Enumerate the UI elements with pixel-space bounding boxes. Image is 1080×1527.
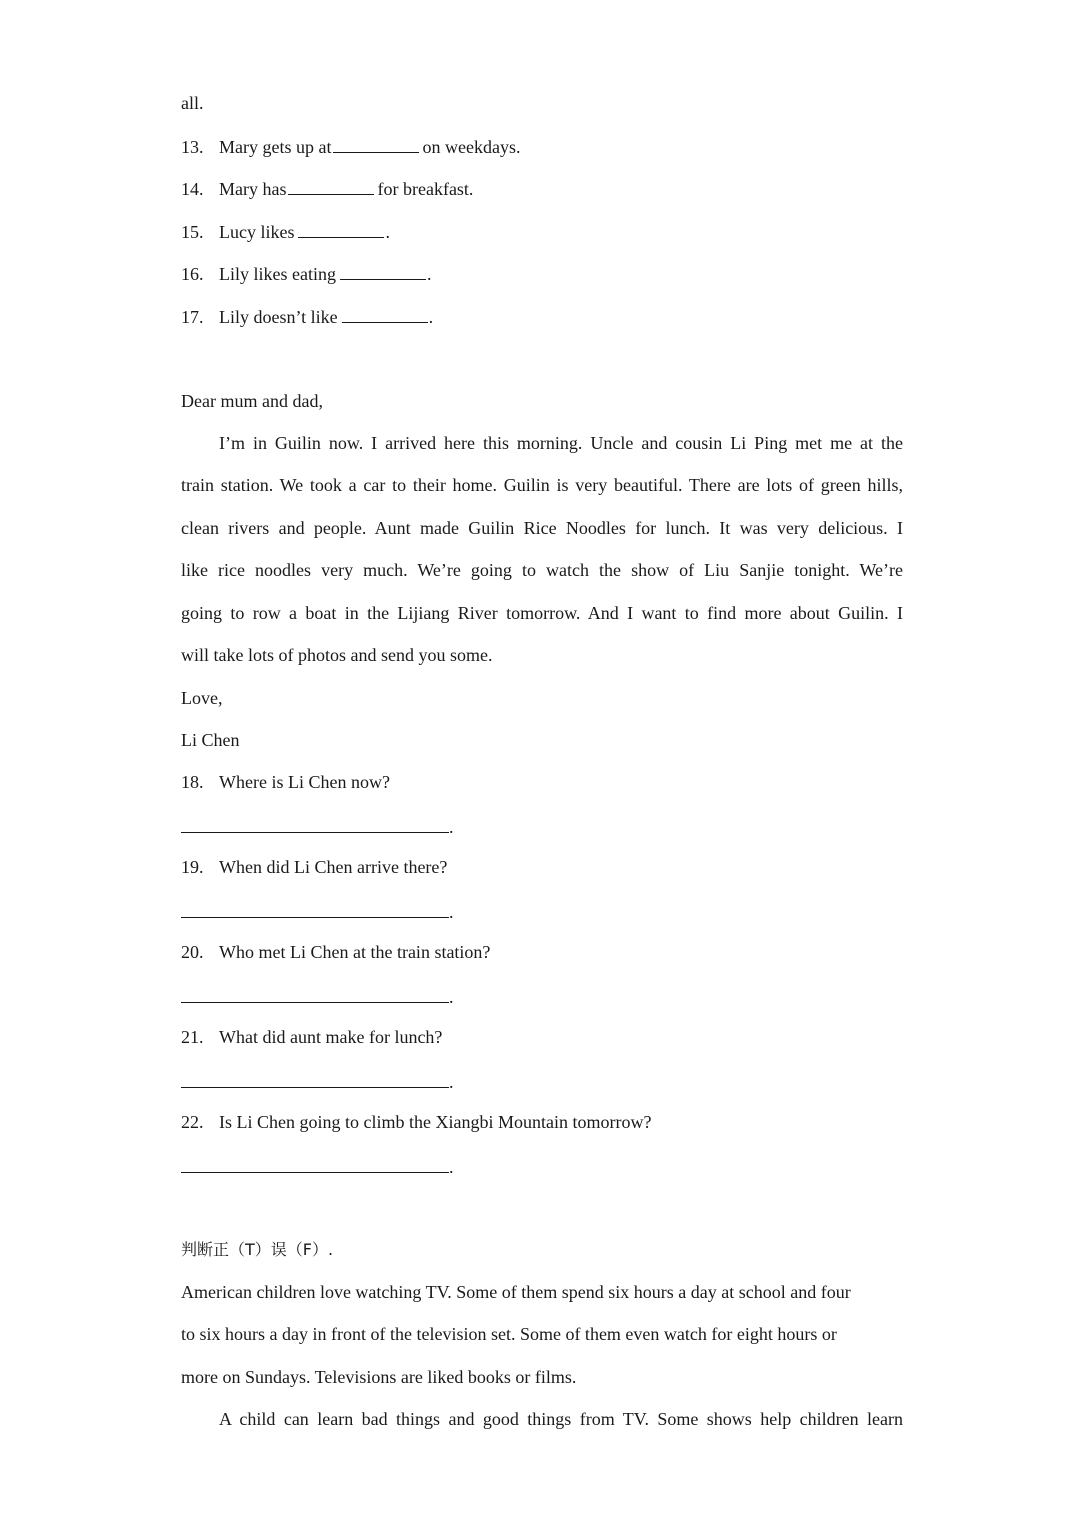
question-text: Lily doesn’t like <box>219 307 338 327</box>
answer-input-line[interactable] <box>181 985 449 1003</box>
question-text: Mary has <box>219 179 287 199</box>
answer-input-line[interactable] <box>181 815 449 833</box>
answer-blank[interactable] <box>288 177 374 195</box>
answer-question-19 <box>181 856 447 878</box>
letter-line: I’m in Guilin now. I arrived here this morning. Uncle and cousin Li Ping met me at the <box>219 433 903 453</box>
question-text-after: . <box>385 222 390 242</box>
fragment-text: all. <box>181 93 204 113</box>
letter-line: clean rivers and people. Aunt made Guilin Rice Noodles for lunch. It was very delicious. I <box>181 518 903 538</box>
passage-line: American children love watching TV. Some of them spend six hours a day at school and four <box>181 1282 851 1302</box>
answer-line-end: . <box>449 1072 454 1092</box>
fill-question-16 <box>181 262 431 285</box>
fill-question-17 <box>181 305 433 328</box>
question-number: 20. <box>181 942 204 962</box>
letter-line: like rice noodles very much. We’re going to watch the show of Liu Sanjie tonight. We’re <box>181 560 903 580</box>
question-number: 17. <box>181 307 204 327</box>
passage-line: more on Sundays. Televisions are liked books or films. <box>181 1367 577 1387</box>
letter-signature: Li Chen <box>181 730 240 750</box>
answer-input-line[interactable] <box>181 900 449 918</box>
section-heading-true-false: 判断正（T）误（F）. <box>181 1240 334 1259</box>
answer-question-20 <box>181 941 490 963</box>
answer-question-21 <box>181 1026 442 1048</box>
answer-line-21 <box>181 1070 454 1093</box>
question-number: 19. <box>181 857 204 877</box>
answer-line-18 <box>181 815 454 838</box>
passage-line: to six hours a day in front of the television set. Some of them even watch for eight hours or <box>181 1324 837 1344</box>
passage-line: A child can learn bad things and good things from TV. Some shows help children learn <box>219 1409 903 1429</box>
question-text: Lucy likes <box>219 222 295 242</box>
fill-question-15 <box>181 220 390 243</box>
answer-question-22 <box>181 1111 651 1133</box>
question-text-after: . <box>426 264 432 284</box>
letter-line: train station. We took a car to their home. Guilin is very beautiful. There are lots of green hills, <box>181 475 903 495</box>
question-text: Lily likes eating <box>219 264 336 284</box>
answer-question-18 <box>181 771 390 793</box>
answer-line-22 <box>181 1155 454 1178</box>
question-text-after: . <box>428 307 434 327</box>
fill-question-13 <box>181 135 520 158</box>
answer-blank[interactable] <box>333 135 419 153</box>
letter-line: will take lots of photos and send you some. <box>181 645 493 665</box>
question-number: 15. <box>181 222 204 242</box>
answer-input-line[interactable] <box>181 1155 449 1173</box>
answer-line-end: . <box>449 987 454 1007</box>
question-text: Who met Li Chen at the train station? <box>219 942 491 962</box>
letter-line: going to row a boat in the Lijiang River tomorrow. And I want to find more about Guilin. I <box>181 603 903 623</box>
question-number: 14. <box>181 179 204 199</box>
answer-line-20 <box>181 985 454 1008</box>
question-text: Is Li Chen going to climb the Xiangbi Mountain tomorrow? <box>219 1112 652 1132</box>
question-text: Where is Li Chen now? <box>219 772 390 792</box>
question-number: 13. <box>181 137 204 157</box>
fill-question-14 <box>181 177 473 200</box>
answer-blank[interactable] <box>340 262 426 280</box>
letter-closing: Love, <box>181 688 223 708</box>
question-text-after: for breakfast. <box>377 179 474 199</box>
answer-line-end: . <box>449 902 454 922</box>
question-number: 22. <box>181 1112 204 1132</box>
question-number: 21. <box>181 1027 204 1047</box>
question-number: 16. <box>181 264 204 284</box>
question-number: 18. <box>181 772 204 792</box>
answer-line-end: . <box>449 817 454 837</box>
question-text: When did Li Chen arrive there? <box>219 857 448 877</box>
question-text: What did aunt make for lunch? <box>219 1027 443 1047</box>
answer-line-end: . <box>449 1157 454 1177</box>
letter-greeting: Dear mum and dad, <box>181 391 323 411</box>
answer-line-19 <box>181 900 454 923</box>
question-text: Mary gets up at <box>219 137 332 157</box>
answer-blank[interactable] <box>342 305 428 323</box>
question-text-after: on weekdays. <box>422 137 521 157</box>
answer-input-line[interactable] <box>181 1070 449 1088</box>
answer-blank[interactable] <box>298 220 384 238</box>
